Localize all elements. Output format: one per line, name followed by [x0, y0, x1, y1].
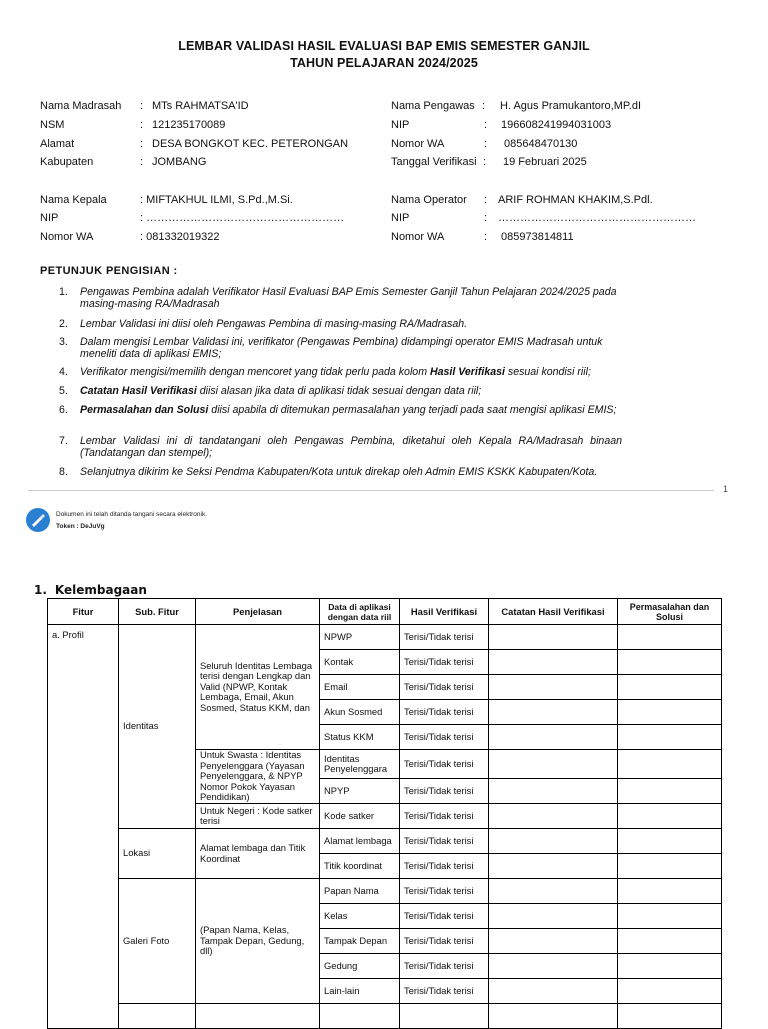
info-value: JOMBANG [152, 156, 207, 168]
cell-catatan[interactable] [489, 979, 618, 1004]
info-colon: : [140, 138, 144, 150]
cell-catatan[interactable] [489, 804, 618, 829]
info-label: Tanggal Verifikasi [391, 156, 477, 168]
cell-catatan[interactable] [489, 650, 618, 675]
instruction-text: Lembar Validasi ini diisi oleh Pengawas Pembina di masing-masing RA/Madrasah. [80, 318, 468, 330]
instruction-item [52, 287, 622, 311]
info-label: Nama Kepala [40, 194, 107, 206]
instruction-number: 7. [59, 435, 68, 447]
cell-fitur: a. Profil [48, 625, 119, 1029]
info-value: 085973814811 [501, 231, 574, 243]
header-sub-fitur: Sub. Fitur [119, 599, 196, 625]
cell-permasalahan[interactable] [618, 804, 722, 829]
header-data-aplikasi: Data di aplikasi dengan data riil [320, 599, 400, 625]
header-hasil-verifikasi: Hasil Verifikasi [400, 599, 489, 625]
cell-data: Gedung [320, 954, 400, 979]
validation-table [47, 598, 722, 1029]
info-value: H. Agus Pramukantoro,MP.dI [500, 100, 642, 112]
cell-data: Identitas Penyelenggara [320, 750, 400, 779]
cell-permasalahan[interactable] [618, 700, 722, 725]
info-colon: : [484, 119, 488, 131]
header-catatan: Catatan Hasil Verifikasi [489, 599, 618, 625]
cell-verifikasi[interactable]: Terisi/Tidak terisi [400, 879, 489, 904]
info-value: ……………………………………………… [498, 212, 696, 224]
instruction-item [52, 319, 622, 331]
table-row [48, 879, 722, 904]
instruction-text: diisi apabila di ditemukan permasalahan yang terjadi pada saat mengisi aplikasi EMIS; [208, 404, 617, 416]
cell-data: Kode satker [320, 804, 400, 829]
instruction-item [52, 367, 622, 379]
instruction-text: Dalam mengisi Lembar Validasi ini, verifikator (Pengawas Pembina) didampingi operator EMIS Madrasah untuk meneliti data di aplikasi EMIS; [80, 336, 603, 360]
instruction-number: 8. [59, 466, 68, 478]
cell-permasalahan[interactable] [618, 829, 722, 854]
instruction-item [52, 405, 622, 429]
info-value: : ……………………………………………… [140, 212, 345, 224]
info-label: NIP [40, 212, 59, 224]
cell-verifikasi[interactable]: Terisi/Tidak terisi [400, 804, 489, 829]
cell-permasalahan[interactable] [618, 1004, 722, 1029]
instruction-item [52, 467, 622, 479]
instruction-bold: Catatan Hasil Verifikasi [80, 385, 197, 397]
cell-data: Kontak [320, 650, 400, 675]
cell-data: Tampak Depan [320, 929, 400, 954]
info-colon: : [484, 138, 488, 150]
esign-badge-icon [26, 508, 50, 532]
cell-verifikasi[interactable]: Terisi/Tidak terisi [400, 954, 489, 979]
cell-data: Akun Sosmed [320, 700, 400, 725]
info-value: ARIF ROHMAN KHAKIM,S.Pdl. [498, 194, 653, 206]
cell-sub-lokasi: Lokasi [119, 829, 196, 879]
info-value: : MIFTAKHUL ILMI, S.Pd.,M.Si. [140, 194, 293, 206]
cell-permasalahan[interactable] [618, 625, 722, 650]
cell-verifikasi[interactable]: Terisi/Tidak terisi [400, 979, 489, 1004]
info-label: Alamat [40, 138, 75, 150]
cell-catatan[interactable] [489, 750, 618, 779]
info-colon: : [484, 212, 488, 224]
info-colon: : [483, 156, 487, 168]
info-colon: : [484, 194, 488, 206]
info-value: 085648470130 [504, 138, 578, 150]
instruction-number: 1. [59, 286, 68, 298]
cell-verifikasi[interactable]: Terisi/Tidak terisi [400, 854, 489, 879]
info-value: 19 Februari 2025 [503, 156, 587, 168]
instruction-number: 4. [59, 366, 68, 378]
cell-permasalahan[interactable] [618, 725, 722, 750]
cell-catatan[interactable] [489, 779, 618, 804]
table-row [48, 625, 722, 650]
cell-data: Status KKM [320, 725, 400, 750]
cell-catatan[interactable] [489, 725, 618, 750]
section-heading [34, 583, 147, 597]
info-colon: : [482, 100, 486, 112]
instructions-heading: PETUNJUK PENGISIAN : [40, 265, 178, 277]
cell-penjelasan-lokasi: Alamat lembaga dan Titik Koordinat [196, 829, 320, 879]
info-value: MTs RAHMATSA'ID [152, 100, 249, 112]
instruction-number: 3. [59, 336, 68, 348]
cell-permasalahan[interactable] [618, 979, 722, 1004]
cell-verifikasi[interactable]: Terisi/Tidak terisi [400, 904, 489, 929]
cell-catatan[interactable] [489, 1004, 618, 1029]
header-penjelasan: Penjelasan [196, 599, 320, 625]
cell-verifikasi[interactable]: Terisi/Tidak terisi [400, 750, 489, 779]
info-colon: : [140, 100, 144, 112]
instruction-text: Selanjutnya dikirim ke Seksi Pendma Kabupaten/Kota untuk direkap oleh Admin EMIS KSKK Kabupaten/Kota. [80, 466, 598, 478]
info-label: Nomor WA [391, 231, 445, 243]
info-value: DESA BONGKOT KEC. PETERONGAN [152, 138, 349, 150]
cell-permasalahan[interactable] [618, 879, 722, 904]
cell-permasalahan[interactable] [618, 954, 722, 979]
cell-data: Kelas [320, 904, 400, 929]
cell-verifikasi[interactable]: Terisi/Tidak terisi [400, 725, 489, 750]
cell-catatan[interactable] [489, 625, 618, 650]
table-row [48, 829, 722, 854]
instruction-item [52, 386, 622, 398]
instruction-number: 2. [59, 318, 68, 330]
instructions-list [52, 287, 622, 479]
instruction-bold: Hasil Verifikasi [429, 366, 505, 378]
cell-penjelasan-negeri: Untuk Negeri : Kode satker terisi [196, 804, 320, 829]
instruction-text: Pengawas Pembina adalah Verifikator Hasil Evaluasi BAP Emis Semester Ganjil Tahun Pelajaran 2024/2025 pada masing-masing RA/Madrasah [80, 286, 617, 310]
cell-data: NPWP [320, 625, 400, 650]
cell-data: Lain-lain [320, 979, 400, 1004]
instruction-number: 5. [59, 385, 68, 397]
cell-sub-identitas: Identitas [119, 625, 196, 829]
cell-verifikasi[interactable]: Terisi/Tidak terisi [400, 829, 489, 854]
cell-permasalahan[interactable] [618, 854, 722, 879]
cell-catatan[interactable] [489, 854, 618, 879]
info-label: NIP [391, 212, 410, 224]
cell-data [320, 1004, 400, 1029]
cell-catatan[interactable] [489, 929, 618, 954]
header-fitur: Fitur [48, 599, 119, 625]
page-number: 1 [723, 484, 729, 494]
document-subtitle: TAHUN PELAJARAN 2024/2025 [290, 56, 478, 70]
cell-data: NPYP [320, 779, 400, 804]
cell-penjelasan-identitas: Seluruh Identitas Lembaga terisi dengan Lengkap dan Valid (NPWP, Kontak Lembaga, Email, Akun Sosmed, Status KKM, dan [196, 625, 320, 750]
table-header-row [48, 599, 722, 625]
instruction-text: diisi alasan jika data di aplikasi tidak sesuai dengan data riil; [196, 385, 482, 397]
info-value: 121235170089 [152, 119, 226, 131]
info-label: Nama Operator [391, 194, 467, 206]
cell-verifikasi[interactable]: Terisi/Tidak terisi [400, 779, 489, 804]
cell-catatan[interactable] [489, 829, 618, 854]
document-title: LEMBAR VALIDASI HASIL EVALUASI BAP EMIS SEMESTER GANJIL [178, 39, 590, 53]
cell-permasalahan[interactable] [618, 779, 722, 804]
cell-catatan[interactable] [489, 904, 618, 929]
cell-verifikasi[interactable]: Terisi/Tidak terisi [400, 625, 489, 650]
cell-permasalahan[interactable] [618, 904, 722, 929]
cell-catatan[interactable] [489, 700, 618, 725]
section-number: 1. [34, 583, 47, 597]
cell-permasalahan[interactable] [618, 650, 722, 675]
header-permasalahan: Permasalahan dan Solusi [618, 599, 722, 625]
info-colon: : [484, 231, 488, 243]
info-label: Nama Pengawas [391, 100, 475, 112]
instruction-text: sesuai kondisi riil; [504, 366, 591, 378]
cell-permasalahan[interactable] [618, 675, 722, 700]
cell-verifikasi[interactable]: Terisi/Tidak terisi [400, 929, 489, 954]
cell-penjelasan-swasta: Untuk Swasta : Identitas Penyelenggara (Yayasan Penyelenggara, & NPYP Nomor Pokok Yayasan Pendidikan) [196, 750, 320, 804]
info-label: Nama Madrasah [40, 100, 122, 112]
instruction-item [52, 337, 622, 361]
esign-token: Token : DeJuVg [56, 523, 105, 530]
cell-penjelasan-galeri: (Papan Nama, Kelas, Tampak Depan, Gedung, dll) [196, 879, 320, 1004]
info-label: NSM [40, 119, 65, 131]
section-title: Kelembagaan [54, 583, 147, 597]
instruction-bold: Permasalahan dan Solusi [80, 404, 209, 416]
cell-permasalahan[interactable] [618, 750, 722, 779]
cell-verifikasi[interactable]: Terisi/Tidak terisi [400, 700, 489, 725]
cell-penjelasan-next [196, 1004, 320, 1029]
info-label: Kabupaten [40, 156, 94, 168]
cell-data: Alamat lembaga [320, 829, 400, 854]
table-row [48, 1004, 722, 1029]
page-divider [28, 490, 714, 491]
cell-sub-next [119, 1004, 196, 1029]
info-label: Nomor WA [40, 231, 94, 243]
instruction-number: 6. [59, 404, 68, 416]
info-value: : 081332019322 [140, 231, 220, 243]
instruction-text: Verifikator mengisi/memilih dengan mencoret yang tidak perlu pada kolom [80, 366, 430, 378]
info-colon: : [140, 119, 144, 131]
info-label: NIP [391, 119, 410, 131]
cell-data: Papan Nama [320, 879, 400, 904]
cell-catatan[interactable] [489, 879, 618, 904]
info-colon: : [140, 156, 144, 168]
instruction-text: Lembar Validasi ini di tandatangani oleh Pengawas Pembina, diketahui oleh Kepala RA/Madrasah binaan (Tandatangan dan stempel); [80, 435, 622, 459]
cell-data: Email [320, 675, 400, 700]
cell-catatan[interactable] [489, 954, 618, 979]
instruction-item [52, 436, 622, 460]
cell-verifikasi[interactable]: Terisi/Tidak terisi [400, 650, 489, 675]
esign-note: Dokumen ini telah ditanda tangani secara elektronik. [56, 511, 208, 518]
cell-verifikasi[interactable] [400, 1004, 489, 1029]
cell-sub-galeri: Galeri Foto [119, 879, 196, 1004]
cell-permasalahan[interactable] [618, 929, 722, 954]
cell-verifikasi[interactable]: Terisi/Tidak terisi [400, 675, 489, 700]
info-label: Nomor WA [391, 138, 445, 150]
cell-catatan[interactable] [489, 675, 618, 700]
info-value: 196608241994031003 [501, 119, 612, 131]
cell-data: Titik koordinat [320, 854, 400, 879]
